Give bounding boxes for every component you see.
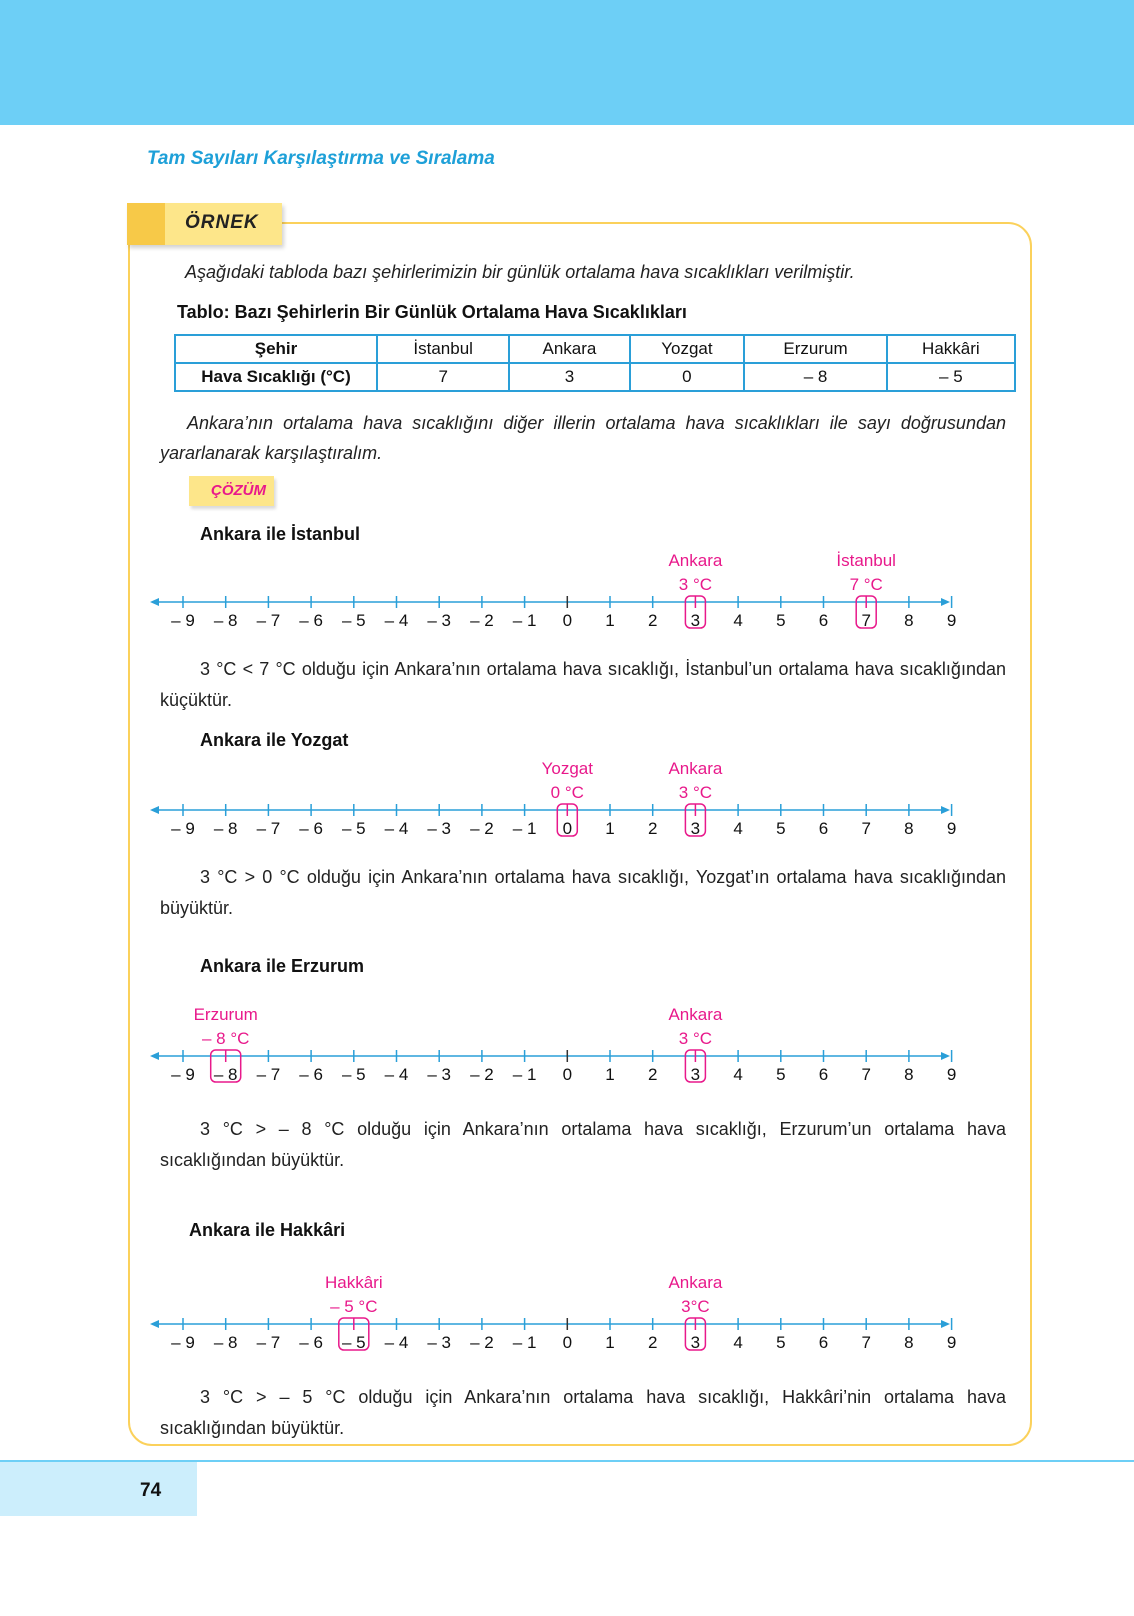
tick-label: – 1 <box>512 1333 537 1352</box>
tick-label: 2 <box>647 1065 658 1084</box>
table-header-label: Şehir <box>175 335 377 363</box>
tick-label: 8 <box>904 819 914 838</box>
tick-label: 4 <box>733 1333 743 1352</box>
arrow-left-icon <box>150 1320 159 1328</box>
tick-label: 3 <box>690 819 701 838</box>
tick-label: 1 <box>605 611 615 630</box>
tick-label: – 5 <box>341 1065 366 1084</box>
table-cell-city: Erzurum <box>744 335 886 363</box>
tick-label: – 8 <box>213 1065 238 1084</box>
marker-temp-label: 3 °C <box>678 783 713 802</box>
arrow-right-icon <box>941 1320 950 1328</box>
marker-temp-label: 0 °C <box>550 783 584 802</box>
tick-label: – 9 <box>171 1333 195 1352</box>
tick-label: – 3 <box>427 1333 452 1352</box>
table-cell-temp: 7 <box>377 363 509 391</box>
tick-label: 3 <box>690 1333 701 1352</box>
marker-temp-label: 3 °C <box>678 575 713 594</box>
comparison-heading: Ankara ile Erzurum <box>200 956 365 976</box>
arrow-right-icon <box>941 1052 950 1060</box>
tick-label: 6 <box>818 1065 829 1084</box>
tick-label: 8 <box>904 1065 914 1084</box>
tick-label: – 6 <box>299 819 323 838</box>
table-cell-city: Hakkâri <box>887 335 1015 363</box>
tick-label: – 6 <box>299 1333 323 1352</box>
tick-label: – 2 <box>470 611 494 630</box>
tick-label: – 4 <box>384 1065 409 1084</box>
tick-label: – 1 <box>512 819 537 838</box>
tick-label: 7 <box>861 611 871 630</box>
tick-label: 1 <box>605 1065 615 1084</box>
marker-city-label: İstanbul <box>836 551 896 570</box>
table-cell-temp: 0 <box>630 363 745 391</box>
tick-label: 6 <box>818 819 829 838</box>
tick-label: 6 <box>818 611 829 630</box>
tick-label: 4 <box>733 1065 743 1084</box>
tick-label: 5 <box>776 1333 786 1352</box>
tick-label: – 5 <box>341 611 366 630</box>
tick-label: – 4 <box>384 819 409 838</box>
tick-label: – 2 <box>470 1333 494 1352</box>
tick-label: 9 <box>946 1065 957 1084</box>
tick-label: 5 <box>776 1065 786 1084</box>
tick-label: – 1 <box>512 611 537 630</box>
tab-stripe <box>127 203 165 245</box>
marker-city-label: Ankara <box>668 759 723 778</box>
number-line <box>150 750 990 860</box>
table-cell-city: İstanbul <box>377 335 509 363</box>
tick-label: 6 <box>818 1333 829 1352</box>
tick-label: 9 <box>946 819 957 838</box>
tick-label: 2 <box>647 611 658 630</box>
tick-label: – 8 <box>213 819 238 838</box>
tick-label: 5 <box>776 611 786 630</box>
tick-label: 1 <box>605 819 615 838</box>
top-banner <box>0 0 1134 125</box>
marker-city-label: Yozgat <box>541 759 593 778</box>
marker-city-label: Ankara <box>668 551 723 570</box>
tick-label: – 3 <box>427 611 452 630</box>
page-number-box <box>0 1462 197 1516</box>
tick-label: 3 <box>690 1065 701 1084</box>
tick-label: 7 <box>861 819 871 838</box>
tick-label: – 6 <box>299 611 323 630</box>
marker-city-label: Ankara <box>668 1273 723 1292</box>
section-title: Tam Sayıları Karşılaştırma ve Sıralama <box>147 148 495 169</box>
tick-label: – 7 <box>256 1065 281 1084</box>
table-value-label: Hava Sıcaklığı (°C) <box>175 363 377 391</box>
table-cell-temp: – 5 <box>887 363 1015 391</box>
table-cell-city: Yozgat <box>630 335 745 363</box>
table-cell-temp: – 8 <box>744 363 886 391</box>
marker-city-label: Erzurum <box>193 1005 258 1024</box>
tick-label: – 7 <box>256 819 281 838</box>
tick-label: 2 <box>647 819 658 838</box>
tick-label: 9 <box>946 1333 957 1352</box>
tick-label: 7 <box>861 1065 871 1084</box>
solution-tab <box>189 476 274 506</box>
tick-label: – 9 <box>171 1065 195 1084</box>
comparison-heading: Ankara ile Yozgat <box>200 730 349 750</box>
marker-temp-label: – 8 °C <box>201 1029 250 1048</box>
number-line <box>150 1264 990 1374</box>
example-tab <box>127 203 282 245</box>
tick-label: – 4 <box>384 611 409 630</box>
comparison-explanation: 3 °C < 7 °C olduğu için Ankara’nın ortalama hava sıcaklığı, İstanbul’un ortalama hava sıcaklığından küçüktür. <box>160 659 1006 710</box>
tick-label: – 6 <box>299 1065 323 1084</box>
table-header-row <box>175 335 1015 363</box>
tick-label: 3 <box>690 611 701 630</box>
solution-label: ÇÖZÜM <box>211 482 266 499</box>
example-label: ÖRNEK <box>185 212 259 233</box>
tick-label: – 5 <box>341 819 366 838</box>
tick-label: 0 <box>562 611 573 630</box>
table-cell-city: Ankara <box>509 335 629 363</box>
tick-label: 5 <box>776 819 786 838</box>
comparison-explanation: 3 °C > 0 °C olduğu için Ankara’nın ortalama hava sıcaklığı, Yozgat’ın ortalama hava sıcaklığından büyüktür. <box>160 867 1006 918</box>
comparison-heading: Ankara ile İstanbul <box>200 524 361 544</box>
table-cell-temp: 3 <box>509 363 629 391</box>
tick-label: – 7 <box>256 611 281 630</box>
intro-text: Aşağıdaki tabloda bazı şehirlerimizin bir günlük ortalama hava sıcaklıkları verilmiştir. <box>185 262 855 282</box>
tick-label: – 7 <box>256 1333 281 1352</box>
tick-label: – 3 <box>427 1065 452 1084</box>
tick-label: 4 <box>733 819 743 838</box>
tick-label: 7 <box>861 1333 871 1352</box>
question-text: Ankara’nın ortalama hava sıcaklığını diğer illerin ortalama hava sıcaklıkları ile sayı doğrusundan yararlanarak karşılaştıralım. <box>160 413 1006 463</box>
number-line <box>150 996 990 1106</box>
table-title: Tablo: Bazı Şehirlerin Bir Günlük Ortalama Hava Sıcaklıkları <box>177 302 687 322</box>
arrow-left-icon <box>150 806 159 814</box>
tick-label: 8 <box>904 1333 914 1352</box>
page-number: 74 <box>140 1480 162 1501</box>
marker-temp-label: 7 °C <box>849 575 883 594</box>
comparison-heading: Ankara ile Hakkâri <box>189 1220 346 1240</box>
comparison-explanation: 3 °C > – 5 °C olduğu için Ankara’nın ortalama hava sıcaklığı, Hakkâri’nin ortalama hava sıcaklığından büyüktür. <box>160 1387 1006 1438</box>
tick-label: 0 <box>562 1065 573 1084</box>
tick-label: 0 <box>562 1333 573 1352</box>
arrow-left-icon <box>150 1052 159 1060</box>
marker-city-label: Ankara <box>668 1005 723 1024</box>
tick-label: 9 <box>946 611 957 630</box>
tick-label: – 9 <box>171 819 195 838</box>
arrow-right-icon <box>941 806 950 814</box>
temperature-table <box>174 334 1016 392</box>
tick-label: – 9 <box>171 611 195 630</box>
marker-temp-label: 3 °C <box>678 1029 713 1048</box>
tick-label: – 4 <box>384 1333 409 1352</box>
arrow-left-icon <box>150 598 159 606</box>
tick-label: – 2 <box>470 819 494 838</box>
tick-label: – 2 <box>470 1065 494 1084</box>
tick-label: 0 <box>562 819 573 838</box>
tick-label: – 8 <box>213 611 238 630</box>
tick-label: 2 <box>647 1333 658 1352</box>
tick-label: – 8 <box>213 1333 238 1352</box>
table-value-row <box>175 363 1015 391</box>
number-line <box>150 542 990 652</box>
tick-label: – 1 <box>512 1065 537 1084</box>
marker-city-label: Hakkâri <box>324 1273 383 1292</box>
tick-label: 4 <box>733 611 743 630</box>
tick-label: 8 <box>904 611 914 630</box>
arrow-right-icon <box>941 598 950 606</box>
tick-label: – 3 <box>427 819 452 838</box>
marker-temp-label: 3°C <box>681 1297 710 1316</box>
tick-label: 1 <box>605 1333 615 1352</box>
marker-temp-label: – 5 °C <box>330 1297 378 1316</box>
tick-label: – 5 <box>341 1333 366 1352</box>
comparison-explanation: 3 °C > – 8 °C olduğu için Ankara’nın ortalama hava sıcaklığı, Erzurum’un ortalama hava sıcaklığından büyüktür. <box>160 1119 1006 1170</box>
